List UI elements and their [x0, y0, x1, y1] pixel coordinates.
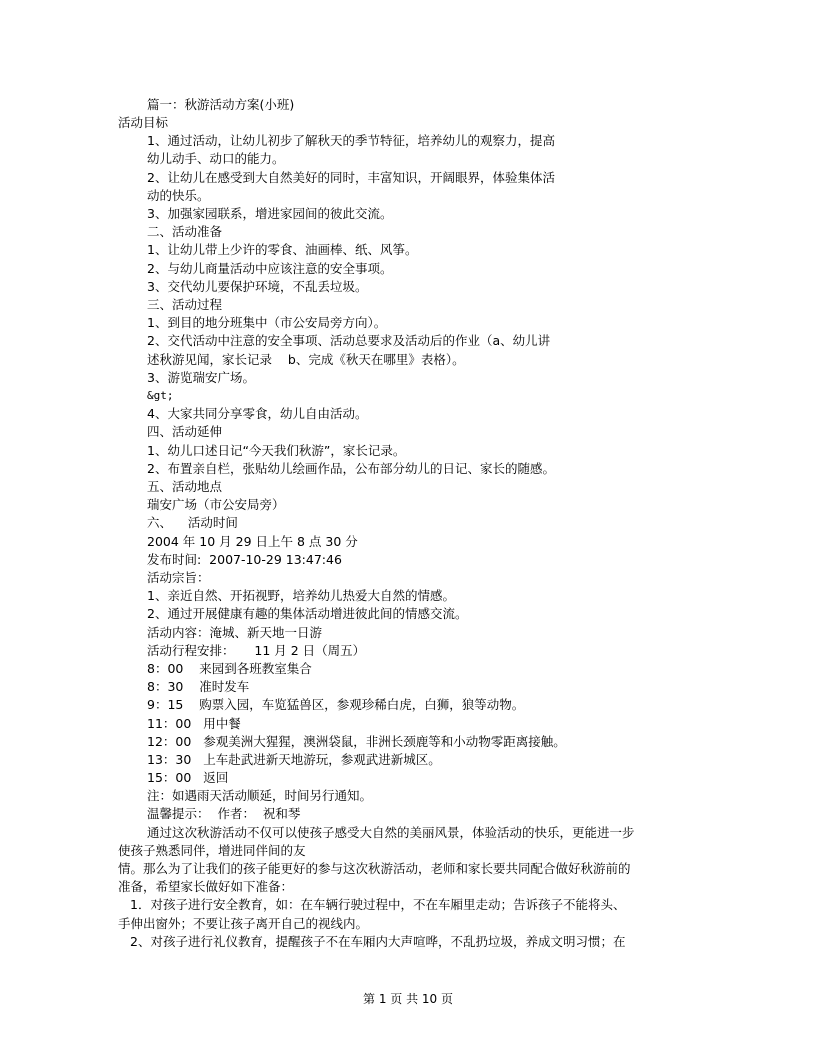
text-line: 1、让幼儿带上少许的零食、油画棒、纸、风筝。 [147, 242, 418, 257]
text-line: 2004 年 10 月 29 日上午 8 点 30 分 [147, 534, 358, 549]
text-line: 1、亲近自然、开拓视野，培养幼儿热爱大自然的情感。 [147, 588, 455, 603]
section-title: 三、活动过程 [147, 297, 223, 312]
text-line: 3、交代幼儿要保护环境，不乱丢垃圾。 [147, 279, 368, 294]
section-title: 活动宗旨： [147, 570, 210, 585]
text-line: 1．对孩子进行安全教育，如：在车辆行驶过程中，不在车厢里走动；告诉孩子不能将头、 [130, 897, 626, 912]
schedule-line: 13：30 上车赴武进新天地游玩，参观武进新城区。 [147, 752, 441, 767]
text-line: 准备，希望家长做好如下准备： [118, 879, 294, 894]
text-line: 使孩子熟悉同伴，增进同伴间的友 [118, 843, 306, 858]
text-line: 活动内容：淹城、新天地一日游 [147, 625, 323, 640]
text-line: 1、通过活动，让幼儿初步了解秋天的季节特征，培养幼儿的观察力，提高 [147, 133, 555, 148]
text-line: 动的快乐。 [147, 188, 210, 203]
page-footer: 第 1 页 共 10 页 [363, 992, 453, 1006]
section-title: 活动目标 [118, 115, 169, 130]
schedule-line: 11：00 用中餐 [147, 716, 241, 731]
text-line: 通过这次秋游活动不仅可以使孩子感受大自然的美丽风景，体验活动的快乐，更能进一步 [147, 825, 635, 840]
publish-time: 发布时间: 2007-10-29 13:47:46 [147, 552, 342, 567]
schedule-line: 9：15 购票入园，车览猛兽区，参观珍稀白虎，白狮，狼等动物。 [147, 697, 525, 712]
text-line: 述秋游见闻，家长记录 b、完成《秋天在哪里》表格）。 [147, 352, 465, 367]
text-line: 幼儿动手、动口的能力。 [147, 151, 285, 166]
text-line: 2、通过开展健康有趣的集体活动增进彼此间的情感交流。 [147, 606, 468, 621]
schedule-line: 8：30 准时发车 [147, 679, 250, 694]
text-line: &gt; [147, 389, 174, 402]
text-line: 情。那么为了让我们的孩子能更好的参与这次秋游活动，老师和家长要共同配合做好秋游前的 [118, 861, 631, 876]
text-line: 4、大家共同分享零食，幼儿自由活动。 [147, 406, 368, 421]
text-line: 2、对孩子进行礼仪教育，提醒孩子不在车厢内大声喧哗，不乱扔垃圾，养成文明习惯；在 [130, 934, 626, 949]
section-title: 六、 活动时间 [147, 515, 238, 530]
text-line: 3、加强家园联系，增进家园间的彼此交流。 [147, 206, 393, 221]
schedule-line: 12：00 参观美洲大猩猩，澳洲袋鼠，非洲长颈鹿等和小动物零距离接触。 [147, 734, 566, 749]
text-line: 1、到目的地分班集中（市公安局旁方向）。 [147, 315, 387, 330]
text-line: 活动行程安排： 11 月 2 日（周五） [147, 643, 366, 658]
section-title: 二、活动准备 [147, 224, 223, 239]
text-line: 1、幼儿口述日记“今天我们秋游”，家长记录。 [147, 443, 406, 458]
text-line: 手伸出窗外；不要让孩子离开自己的视线内。 [118, 916, 369, 931]
text-line: 2、布置亲自栏，张贴幼儿绘画作品，公布部分幼儿的日记、家长的随感。 [147, 461, 555, 476]
text-line: 2、让幼儿在感受到大自然美好的同时，丰富知识，开阔眼界，体验集体活 [147, 170, 555, 185]
text-line: 温馨提示： 作者： 祝和琴 [147, 806, 301, 821]
doc-heading: 篇一：秋游活动方案(小班) [147, 97, 295, 112]
section-title: 五、活动地点 [147, 479, 223, 494]
section-title: 四、活动延伸 [147, 424, 223, 439]
text-line: 瑞安广场（市公安局旁） [147, 497, 285, 512]
schedule-line: 15：00 返回 [147, 770, 229, 785]
text-line: 2、交代活动中注意的安全事项、活动总要求及活动后的作业（a、幼儿讲 [147, 333, 551, 348]
schedule-line: 8：00 来园到各班教室集合 [147, 661, 312, 676]
text-line: 2、与幼儿商量活动中应该注意的安全事项。 [147, 261, 393, 276]
text-line: 注：如遇雨天活动顺延，时间另行通知。 [147, 788, 373, 803]
text-line: 3、游览瑞安广场。 [147, 370, 255, 385]
